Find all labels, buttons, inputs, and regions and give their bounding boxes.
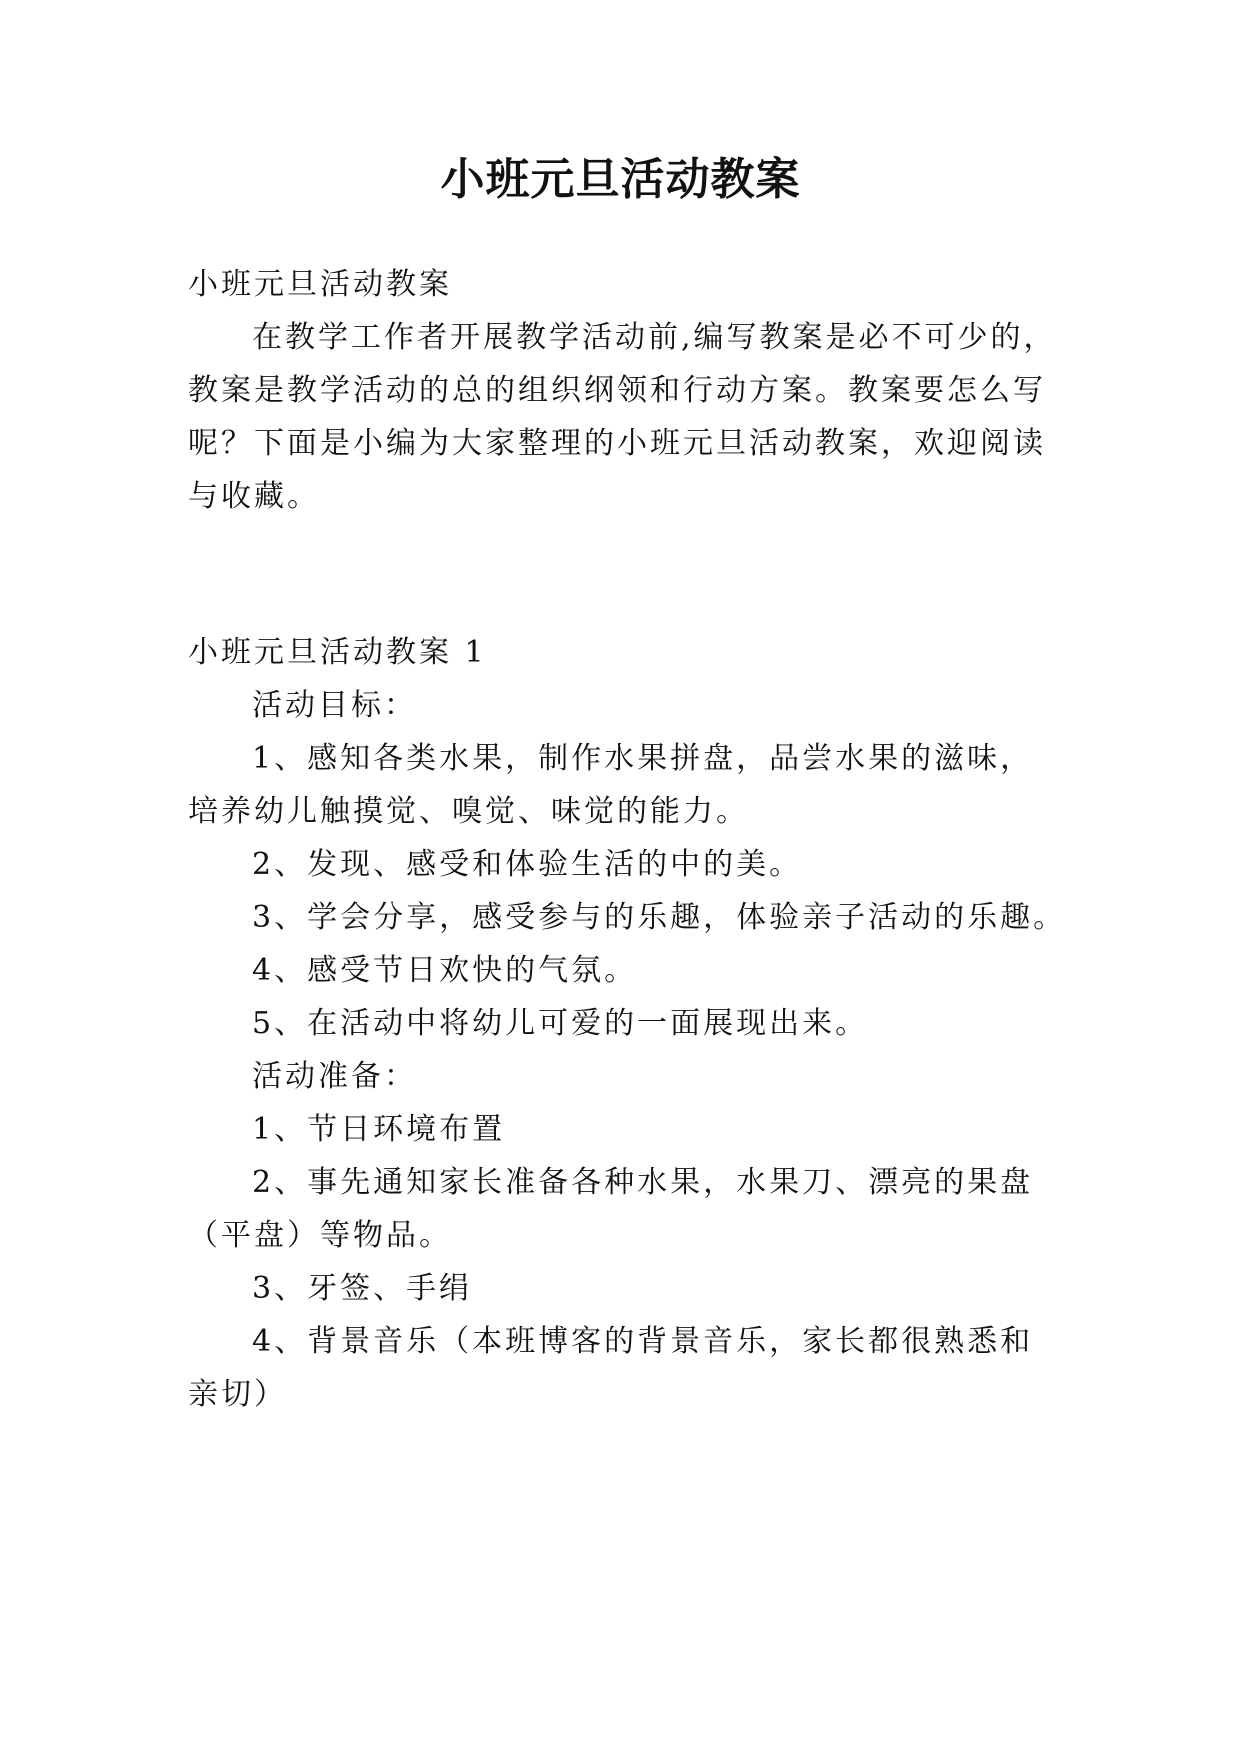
goals-label: 活动目标：: [252, 688, 417, 723]
prep-item: 1、节日环境布置: [252, 1112, 506, 1147]
goal-item-continuation: 培养幼儿触摸觉、嗅觉、味觉的能力。: [188, 794, 749, 829]
goal-item: 5、在活动中将幼儿可爱的一面展现出来。: [252, 1006, 869, 1041]
prep-item: 2、事先通知家长准备各种水果，水果刀、漂亮的果盘: [252, 1165, 1034, 1200]
intro-line: 在教学工作者开展教学活动前,编写教案是必不可少的，: [252, 320, 1057, 355]
intro-line: 呢？下面是小编为大家整理的小班元旦活动教案，欢迎阅读: [188, 426, 1046, 461]
prep-item-continuation: 亲切）: [188, 1377, 287, 1412]
section-heading: 小班元旦活动教案 1: [188, 635, 487, 670]
prep-item-continuation: （平盘）等物品。: [188, 1218, 452, 1253]
goal-item: 3、学会分享，感受参与的乐趣，体验亲子活动的乐趣。: [252, 900, 1067, 935]
goal-item: 4、感受节日欢快的气氛。: [252, 953, 638, 988]
goal-item: 2、发现、感受和体验生活的中的美。: [252, 847, 803, 882]
prep-label: 活动准备：: [252, 1059, 417, 1094]
intro-line: 与收藏。: [188, 479, 320, 514]
prep-item: 4、背景音乐（本班博客的背景音乐，家长都很熟悉和: [252, 1324, 1034, 1359]
document-subtitle: 小班元旦活动教案: [188, 267, 452, 302]
intro-line: 教案是教学活动的总的组织纲领和行动方案。教案要怎么写: [188, 373, 1046, 408]
prep-item: 3、牙签、手绢: [252, 1271, 473, 1306]
goal-item: 1、感知各类水果，制作水果拼盘，品尝水果的滋味，: [252, 741, 1034, 776]
document-title: 小班元旦活动教案: [440, 154, 801, 205]
